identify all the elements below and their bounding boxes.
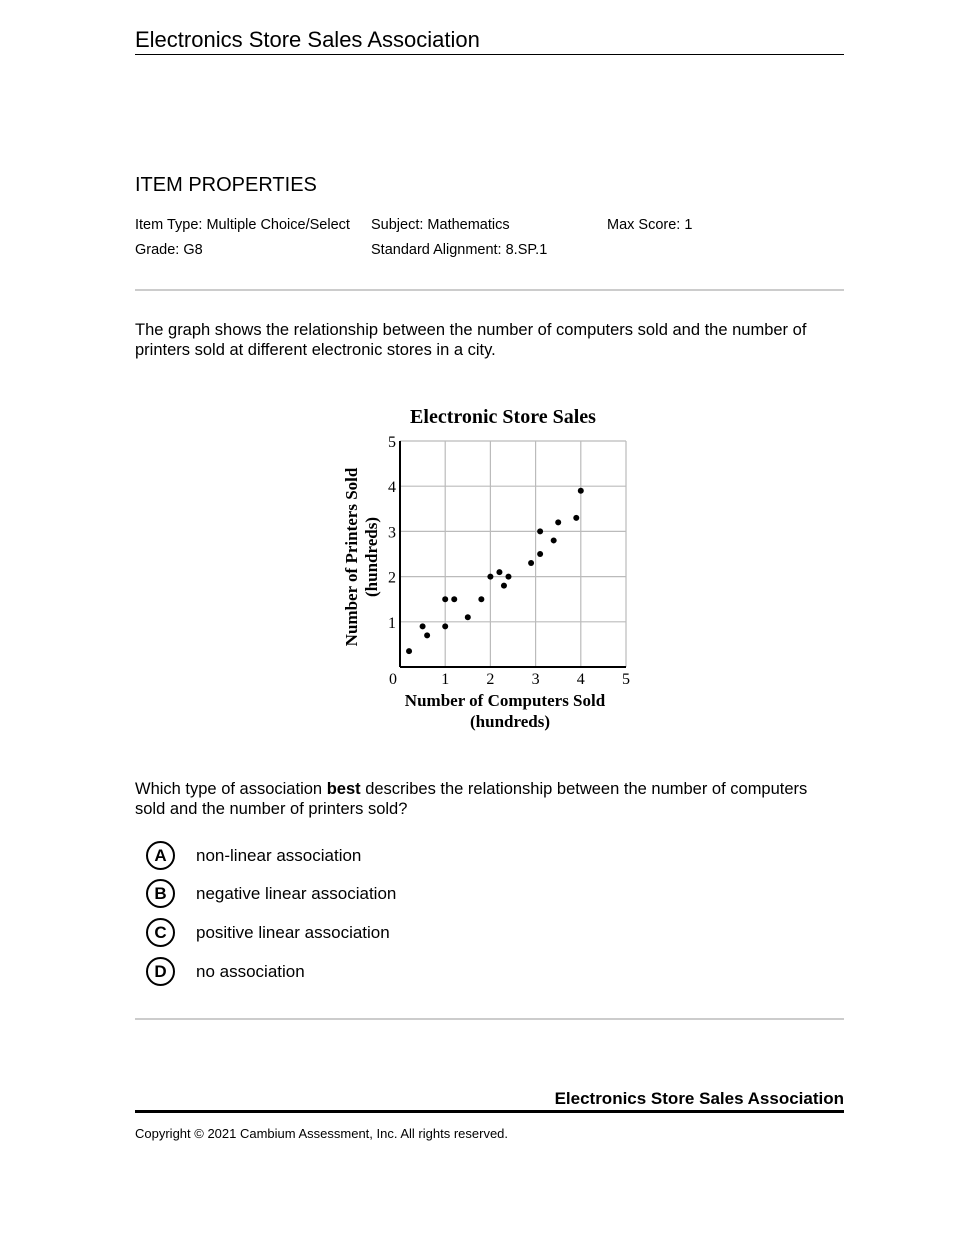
y-tick-label: 3 bbox=[388, 524, 396, 542]
data-point bbox=[487, 574, 493, 580]
x-tick-label: 4 bbox=[576, 671, 585, 688]
x-tick-label: 5 bbox=[622, 671, 630, 688]
option-text: no association bbox=[196, 961, 305, 981]
item-type: Item Type: Multiple Choice/Select bbox=[135, 217, 350, 233]
data-point bbox=[555, 519, 561, 525]
data-point bbox=[424, 632, 430, 638]
data-point bbox=[420, 623, 426, 629]
data-point bbox=[406, 648, 412, 654]
x-tick-label: 3 bbox=[531, 671, 540, 688]
y-tick-label: 4 bbox=[388, 479, 396, 497]
data-point bbox=[442, 623, 448, 629]
data-point bbox=[496, 569, 502, 575]
option-letter: D bbox=[146, 957, 175, 986]
data-point bbox=[451, 596, 457, 602]
chart-title: Electronic Store Sales bbox=[410, 406, 596, 428]
y-tick-label: 5 bbox=[388, 434, 396, 451]
question-pre: Which type of association bbox=[135, 780, 327, 798]
y-tick-label: 1 bbox=[388, 614, 396, 632]
question-post: describes the relationship between the number of computers sold and the number of printers sold? bbox=[135, 780, 808, 818]
question-text bbox=[135, 779, 835, 819]
option-letter: B bbox=[146, 879, 175, 908]
subject: Subject: Mathematics bbox=[371, 217, 510, 233]
question-stem: The graph shows the relationship between the number of computers sold and the number of printers sold at different electronic stores in a city. bbox=[135, 321, 807, 359]
y-axis-label: Number of Printers Sold bbox=[342, 467, 361, 647]
data-point bbox=[442, 596, 448, 602]
footer-title: Electronics Store Sales Association bbox=[135, 1089, 844, 1113]
x-axis-label-units: (hundreds) bbox=[470, 712, 550, 731]
data-point bbox=[573, 515, 579, 521]
copyright: Copyright © 2021 Cambium Assessment, Inc. All rights reserved. bbox=[135, 1126, 509, 1141]
option-b[interactable] bbox=[146, 879, 396, 908]
item-properties-heading: ITEM PROPERTIES bbox=[135, 174, 317, 196]
y-tick-label: 2 bbox=[388, 569, 396, 587]
data-point bbox=[528, 560, 534, 566]
grade: Grade: G8 bbox=[135, 242, 203, 258]
x-axis-label: Number of Computers Sold bbox=[404, 691, 606, 710]
data-point bbox=[465, 614, 471, 620]
option-a[interactable] bbox=[146, 841, 361, 870]
option-text: positive linear association bbox=[196, 922, 390, 942]
max-score: Max Score: 1 bbox=[607, 217, 693, 233]
x-tick-label: 2 bbox=[486, 671, 495, 688]
question-bold: best bbox=[326, 780, 361, 798]
data-point bbox=[537, 551, 543, 557]
data-point bbox=[537, 528, 543, 534]
divider bbox=[135, 1018, 844, 1020]
data-point bbox=[578, 488, 584, 494]
data-point bbox=[501, 583, 507, 589]
standard-alignment: Standard Alignment: 8.SP.1 bbox=[371, 242, 548, 258]
option-d[interactable] bbox=[146, 957, 305, 986]
option-letter: C bbox=[146, 918, 175, 947]
header-title: Electronics Store Sales Association bbox=[135, 27, 844, 55]
y-axis-label-units: (hundreds) bbox=[362, 517, 381, 597]
data-point bbox=[551, 537, 557, 543]
option-text: non-linear association bbox=[196, 845, 362, 865]
data-point bbox=[478, 596, 484, 602]
data-point bbox=[505, 574, 511, 580]
x-tick-label: 0 bbox=[389, 671, 397, 688]
option-text: negative linear association bbox=[196, 883, 397, 903]
option-c[interactable] bbox=[146, 918, 390, 947]
option-letter: A bbox=[146, 841, 175, 870]
x-tick-label: 1 bbox=[441, 671, 450, 688]
